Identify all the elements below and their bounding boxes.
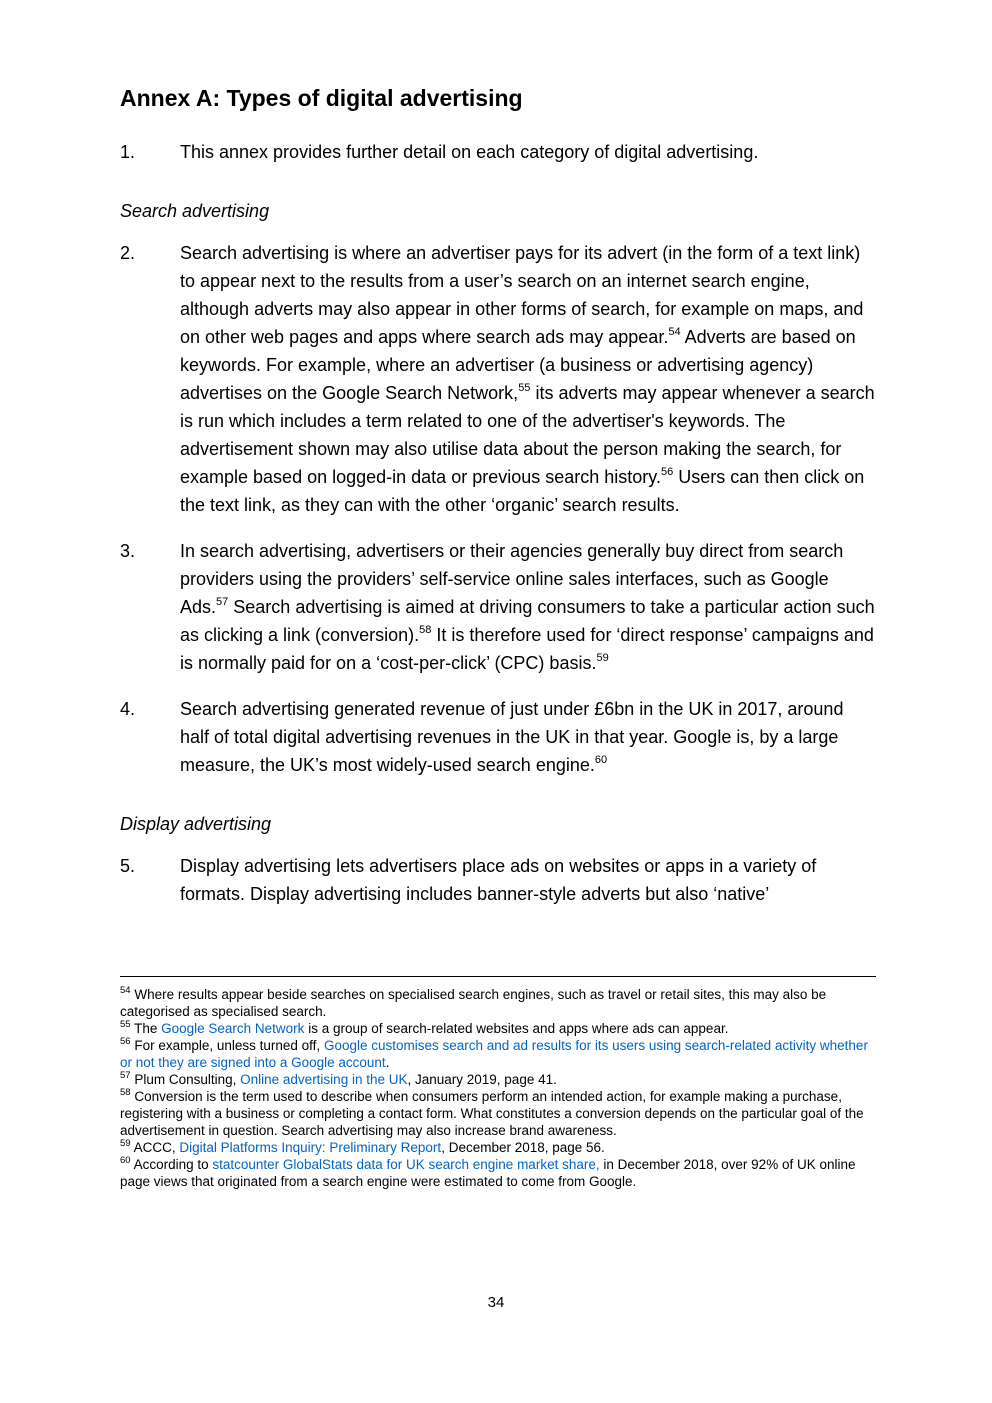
text-run: its adverts may appear whenever a search is run which includes a term related to one of the advertiser's keywords. The advertisement shown may also utilise data about the person making the search, for example based on logged-in data or previous search history. bbox=[180, 383, 875, 487]
hyperlink[interactable]: Google Search Network bbox=[161, 1021, 305, 1036]
footnote-reference: 54 bbox=[668, 326, 681, 338]
footnote-number: 59 bbox=[120, 1137, 131, 1149]
numbered-paragraph-4 bbox=[120, 695, 876, 779]
text-run: Search advertising generated revenue of just under £6bn in the UK in 2017, around half of total digital advertising revenues in the UK in that year. Google is, by a large measure, the UK’s most widely-used search engine. bbox=[180, 699, 844, 775]
footnote-text bbox=[120, 984, 827, 1019]
paragraph-text bbox=[180, 239, 876, 519]
paragraph-text bbox=[180, 537, 876, 677]
text-run: For example, unless turned off, bbox=[130, 1038, 324, 1053]
text-run: Conversion is the term used to describe when consumers perform an intended action, for example making a purchase, registering with a business or completing a contact form. What constitutes a conversion depends on the particular goal of the advertisement in question. Search advertising may also increase brand awareness. bbox=[120, 1089, 864, 1138]
footnote-number: 56 bbox=[120, 1035, 131, 1047]
hyperlink[interactable]: statcounter GlobalStats data for UK search engine market share, bbox=[212, 1157, 600, 1172]
paragraph-text bbox=[180, 695, 876, 779]
footnote-60 bbox=[120, 1156, 876, 1190]
text-run: According to bbox=[130, 1157, 213, 1172]
text-run: is a group of search-related websites and apps where ads can appear. bbox=[304, 1021, 729, 1036]
text-run: Search advertising is where an advertiser pays for its advert (in the form of a text link) to appear next to the results from a user’s search on an internet search engine, although adverts may also appear in other forms of search, for example on maps, and on other web pages and apps where search ads may appear. bbox=[180, 243, 864, 347]
footnote-number: 57 bbox=[120, 1069, 131, 1081]
footnote-number: 60 bbox=[120, 1154, 131, 1166]
paragraph-number: 1. bbox=[120, 142, 136, 162]
text-run: In search advertising, advertisers or their agencies generally buy direct from search providers using the providers’ self-service online sales interfaces, such as Google Ads. bbox=[180, 541, 844, 617]
footnote-text bbox=[131, 1021, 729, 1036]
hyperlink[interactable]: Digital Platforms Inquiry: Preliminary Report bbox=[179, 1140, 442, 1155]
text-run: The bbox=[130, 1021, 162, 1036]
text-run: , January 2019, page 41. bbox=[407, 1072, 557, 1087]
footnotes-section bbox=[120, 976, 876, 1190]
footnote-55 bbox=[120, 1020, 876, 1037]
footnote-54 bbox=[120, 986, 876, 1020]
text-run: Where results appear beside searches on specialised search engines, such as travel or retail sites, this may also be categorised as specialised search. bbox=[120, 987, 827, 1019]
footnote-reference: 58 bbox=[419, 624, 432, 636]
numbered-paragraph-2 bbox=[120, 239, 876, 519]
text-run: ACCC, bbox=[130, 1140, 180, 1155]
heading-search-advertising: Search advertising bbox=[120, 201, 270, 221]
paragraph-number: 5. bbox=[120, 856, 136, 876]
footnote-text bbox=[120, 1035, 868, 1070]
footnote-number: 58 bbox=[120, 1086, 131, 1098]
footnote-57 bbox=[120, 1071, 876, 1088]
footnote-reference: 56 bbox=[660, 466, 674, 478]
heading-display-advertising: Display advertising bbox=[120, 814, 272, 834]
paragraph-number: 3. bbox=[120, 541, 136, 561]
footnote-56 bbox=[120, 1037, 876, 1071]
text-run: Search advertising is aimed at driving consumers to take a particular action such as clicking a link (conversion). bbox=[180, 597, 875, 645]
footnote-text bbox=[131, 1072, 557, 1087]
footnote-text bbox=[120, 1086, 864, 1138]
paragraph-number: 2. bbox=[120, 243, 136, 263]
footnote-text bbox=[131, 1140, 605, 1155]
page-number: 34 bbox=[487, 1294, 505, 1311]
footnote-reference: 59 bbox=[596, 652, 609, 664]
footnote-reference: 55 bbox=[518, 382, 531, 394]
hyperlink[interactable]: Google customises search and ad results for its users using search-related activity whether or not they are signed into a Google account bbox=[120, 1038, 868, 1070]
page-title: Annex A: Types of digital advertising bbox=[120, 85, 523, 111]
hyperlink[interactable]: Online advertising in the UK bbox=[240, 1072, 408, 1087]
text-run: Adverts are based on keywords. For example, where an advertiser (a business or advertising agency) advertises on the Google Search Network, bbox=[180, 327, 856, 403]
footnote-59 bbox=[120, 1139, 876, 1156]
paragraph-text bbox=[180, 138, 876, 166]
text-run: This annex provides further detail on each category of digital advertising. bbox=[180, 142, 759, 162]
footnote-number: 54 bbox=[120, 984, 131, 996]
footnote-58 bbox=[120, 1088, 876, 1139]
numbered-paragraph-1 bbox=[120, 138, 876, 166]
text-run: in December 2018, over 92% of UK online page views that originated from a search engine were estimated to come from Google. bbox=[120, 1157, 856, 1189]
footnote-text bbox=[120, 1154, 856, 1189]
footnote-number: 55 bbox=[120, 1018, 131, 1030]
footnote-reference: 60 bbox=[594, 754, 608, 766]
text-run: Display advertising lets advertisers place ads on websites or apps in a variety of formats. Display advertising includes banner-style adverts but also ‘native’ bbox=[180, 856, 817, 904]
text-run: . bbox=[385, 1055, 390, 1070]
numbered-paragraph-5 bbox=[120, 852, 876, 908]
footnote-reference: 57 bbox=[216, 596, 229, 608]
footnote-separator-rule bbox=[120, 976, 876, 977]
numbered-paragraph-3 bbox=[120, 537, 876, 677]
text-run: It is therefore used for ‘direct response’ campaigns and is normally paid for on a ‘cost-per-click’ (CPC) basis. bbox=[180, 625, 874, 673]
text-run: , December 2018, page 56. bbox=[441, 1140, 605, 1155]
text-run: Plum Consulting, bbox=[130, 1072, 241, 1087]
paragraph-text bbox=[180, 852, 876, 908]
paragraph-number: 4. bbox=[120, 699, 136, 719]
text-run: Users can then click on the text link, as they can with the other ‘organic’ search results. bbox=[180, 467, 865, 515]
